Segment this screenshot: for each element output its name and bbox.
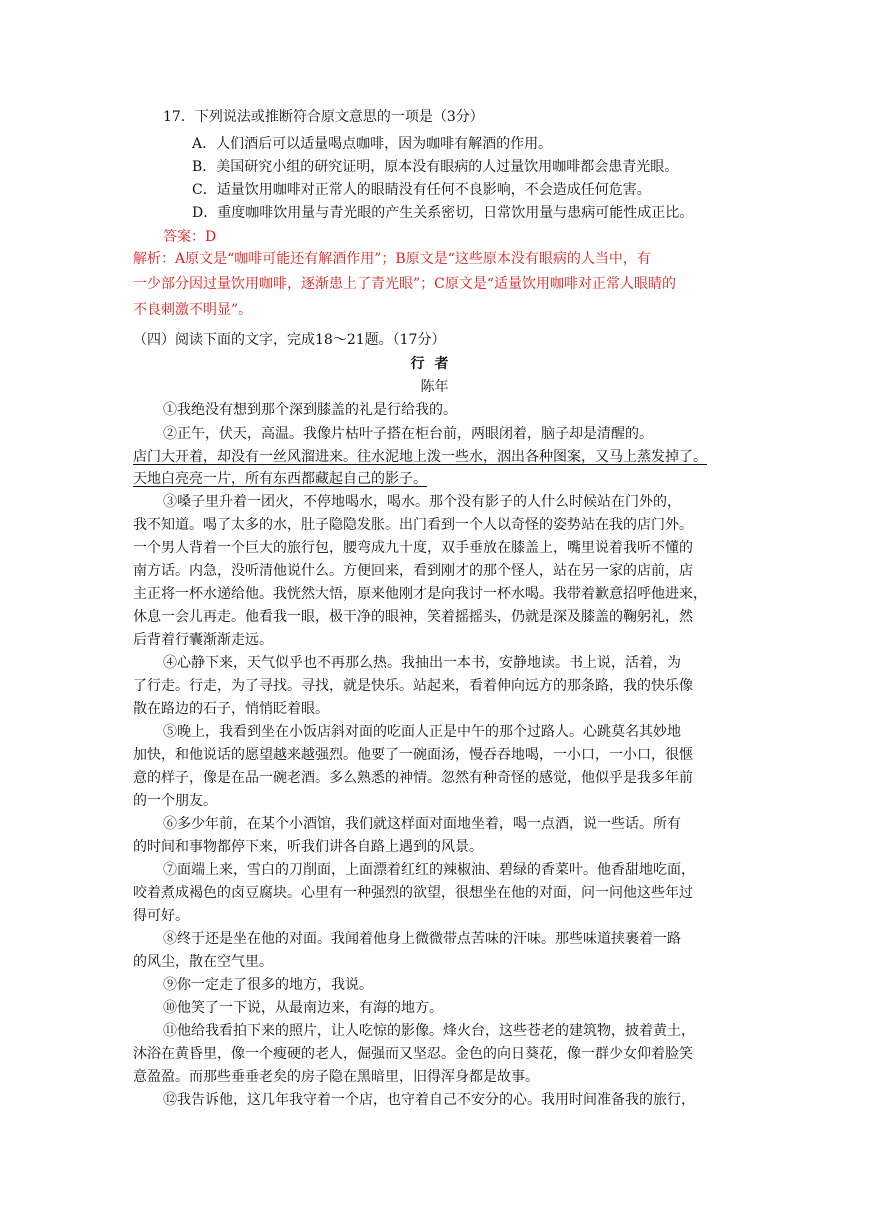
paragraph-10-line-1: ⑩他笑了一下说，从最南边来，有海的地方。: [163, 1000, 443, 1016]
question-17-option-a: A．人们酒后可以适量喝点咖啡，因为咖啡有解酒的作用。: [192, 136, 553, 152]
paragraph-6-line-2: 的时间和事物都停下来，听我们讲各自路上遇到的风景。: [133, 839, 483, 855]
paragraph-3-line-3: 一个男人背着一个巨大的旅行包，腰弯成九十度，双手垂放在膝盖上，嘴里说着我听不懂的: [133, 540, 693, 556]
paragraph-2-line-3: 天地白亮亮一片，所有东西都藏起自己的影子。: [133, 471, 427, 487]
paragraph-11-line-2: 沐浴在黄昏里，像一个瘦硬的老人，倔强而又坚忍。金色的向日葵花，像一群少女仰着脸笑: [133, 1046, 693, 1062]
paragraph-5-line-2: 加快，和他说话的愿望越来越强烈。他要了一碗面汤，慢吞吞地喝，一小口，一小口，很惬: [133, 747, 693, 763]
paragraph-11-line-1: ⑪他给我看拍下来的照片，让人吃惊的影像。烽火台，这些苍老的建筑物，披着黄土，: [163, 1023, 695, 1039]
paragraph-4-line-2: 了行走。行走，为了寻找。寻找，就是快乐。站起来，看着伸向远方的那条路，我的快乐像: [133, 678, 693, 694]
analysis-line-2: 一少部分因过量饮用咖啡，逐渐患上了青光眼”；C原文是“适量饮用咖啡对正常人眼睛的: [133, 276, 677, 292]
paragraph-3-line-1: ③嗓子里升着一团火，不停地喝水，喝水。那个没有影子的人什么时候站在门外的，: [163, 494, 681, 510]
paragraph-5-line-4: 的一个朋友。: [133, 793, 217, 809]
question-17-option-d: D．重度咖啡饮用量与青光眼的产生关系密切，日常饮用量与患病可能性成正比。: [192, 205, 694, 221]
paragraph-8-line-2: 的风尘，散在空气里。: [133, 954, 273, 970]
paragraph-5-line-1: ⑤晚上，我看到坐在小饭店斜对面的吃面人正是中午的那个过路人。心跳莫名其妙地: [163, 724, 681, 740]
question-17-stem: 17．下列说法或推断符合原文意思的一项是（3分）: [163, 109, 484, 125]
paragraph-11-line-3: 意盈盈。而那些垂垂老矣的房子隐在黑暗里，旧得浑身都是故事。: [133, 1069, 539, 1085]
article-title: 行者: [410, 356, 459, 372]
paragraph-2-line-2: 店门大开着，却没有一丝风溜进来。往水泥地上泼一些水，洇出各种图案，又马上蒸发掉了。: [133, 449, 707, 465]
paragraph-3-line-4: 南方话。内急，没听清他说什么。方便回来，看到刚才的那个怪人，站在另一家的店前，店: [133, 563, 693, 579]
paragraph-9-line-1: ⑨你一定走了很多的地方，我说。: [163, 977, 373, 993]
paragraph-4-line-1: ④心静下来，天气似乎也不再那么热。我抽出一本书，安静地读。书上说，活着，为: [163, 655, 681, 671]
paragraph-3-line-6: 休息一会儿再走。他看我一眼，极干净的眼神，笑着摇摇头，仍就是深及膝盖的鞠躬礼，然: [133, 609, 693, 625]
paragraph-7-line-3: 得可好。: [133, 908, 189, 924]
article-author: 陈年: [420, 379, 449, 395]
paragraph-12-line-1: ⑫我告诉他，这几年我守着一个店，也守着自己不安分的心。我用时间准备我的旅行，: [163, 1092, 695, 1108]
answer-text: 答案：D: [163, 229, 217, 245]
paragraph-7-line-2: 咬着煮成褐色的卤豆腐块。心里有一种强烈的欲望，很想坐在他的对面，问一问他这些年过: [133, 885, 693, 901]
question-17-option-b: B．美国研究小组的研究证明，原本没有眼病的人过量饮用咖啡都会患青光眼。: [192, 159, 679, 175]
analysis-line-3: 不良刺激不明显”。: [133, 302, 253, 318]
paragraph-3-line-7: 后背着行囊渐渐走远。: [133, 632, 273, 648]
analysis-line-1: 解析：A原文是“咖啡可能还有解酒作用”；B原文是“这些原本没有眼病的人当中，有: [133, 251, 651, 267]
paragraph-3-line-2: 我不知道。喝了太多的水，肚子隐隐发胀。出门看到一个人以奇怪的姿势站在我的店门外。: [133, 517, 693, 533]
paragraph-2-line-1: ②正午，伏天，高温。我像片枯叶子搭在柜台前，两眼闭着，脑子却是清醒的。: [163, 426, 653, 442]
paragraph-8-line-1: ⑧终于还是坐在他的对面。我闻着他身上微微带点苦味的汗味。那些味道挟裹着一路: [163, 931, 681, 947]
paragraph-4-line-3: 散在路边的石子，悄悄眨着眼。: [133, 701, 329, 717]
section-intro: （四）阅读下面的文字，完成18～21题。（17分）: [133, 332, 446, 348]
paragraph-6-line-1: ⑥多少年前，在某个小酒馆，我们就这样面对面地坐着，喝一点酒，说一些话。所有: [163, 816, 681, 832]
paragraph-5-line-3: 意的样子，像是在品一碗老酒。多么熟悉的神情。忽然有种奇怪的感觉，他似乎是我多年前: [133, 770, 693, 786]
paragraph-3-line-5: 主正将一杯水递给他。我恍然大悟，原来他刚才是向我讨一杯水喝。我带着歉意招呼他进来，: [133, 586, 707, 602]
paragraph-1-line-1: ①我绝没有想到那个深到膝盖的礼是行给我的。: [163, 402, 457, 418]
paragraph-7-line-1: ⑦面端上来，雪白的刀削面，上面漂着红红的辣椒油、碧绿的香菜叶。他香甜地吃面，: [163, 862, 695, 878]
question-17-option-c: C．适量饮用咖啡对正常人的眼睛没有任何不良影响，不会造成任何危害。: [192, 182, 651, 198]
